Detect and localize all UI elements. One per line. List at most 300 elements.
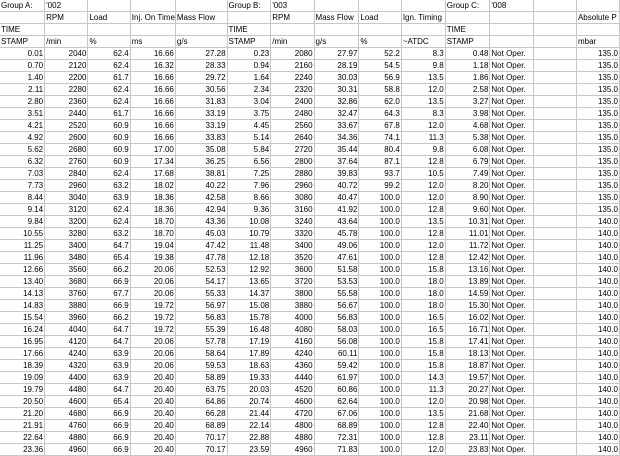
table-cell[interactable]: 3800: [271, 288, 314, 300]
table-cell[interactable]: 56.83: [314, 312, 359, 324]
table-cell[interactable]: 22.14: [227, 420, 271, 432]
table-cell[interactable]: 15.8: [401, 264, 445, 276]
table-cell[interactable]: 10.79: [227, 228, 271, 240]
table-cell[interactable]: 60.9: [88, 156, 130, 168]
table-cell[interactable]: 47.61: [314, 252, 359, 264]
table-cell[interactable]: 3.04: [227, 96, 271, 108]
table-cell[interactable]: Not Oper.: [490, 144, 534, 156]
table-cell[interactable]: 4.92: [0, 132, 45, 144]
table-cell[interactable]: 18.0: [401, 300, 445, 312]
table-cell[interactable]: 21.44: [227, 408, 271, 420]
table-cell[interactable]: 4360: [271, 360, 314, 372]
table-cell[interactable]: [534, 156, 577, 168]
table-cell[interactable]: 2960: [45, 180, 88, 192]
table-cell[interactable]: [534, 372, 577, 384]
table-cell[interactable]: [534, 444, 577, 456]
table-cell[interactable]: 19.38: [130, 252, 175, 264]
table-cell[interactable]: 33.19: [175, 108, 227, 120]
table-cell[interactable]: 67.7: [88, 288, 130, 300]
table-cell[interactable]: 20.40: [130, 432, 175, 444]
table-cell[interactable]: 4960: [45, 444, 88, 456]
header-cell[interactable]: [359, 0, 401, 12]
table-cell[interactable]: 27.28: [175, 48, 227, 60]
table-cell[interactable]: 93.7: [359, 168, 401, 180]
table-cell[interactable]: 10.08: [227, 216, 271, 228]
table-cell[interactable]: 140.0: [576, 360, 619, 372]
table-cell[interactable]: [534, 324, 577, 336]
table-cell[interactable]: 20.40: [130, 384, 175, 396]
table-cell[interactable]: 64.7: [88, 336, 130, 348]
table-cell[interactable]: 12.8: [401, 252, 445, 264]
table-cell[interactable]: 62.0: [359, 96, 401, 108]
table-cell[interactable]: 135.0: [576, 132, 619, 144]
table-cell[interactable]: [534, 192, 577, 204]
table-cell[interactable]: 13.40: [0, 276, 45, 288]
table-cell[interactable]: [534, 264, 577, 276]
table-cell[interactable]: 20.06: [130, 336, 175, 348]
table-cell[interactable]: 42.58: [175, 192, 227, 204]
table-cell[interactable]: 14.83: [0, 300, 45, 312]
table-cell[interactable]: 51.58: [314, 264, 359, 276]
table-cell[interactable]: 10.5: [401, 168, 445, 180]
table-cell[interactable]: 13.5: [401, 408, 445, 420]
table-cell[interactable]: 6.08: [445, 144, 490, 156]
table-cell[interactable]: 4520: [271, 384, 314, 396]
table-cell[interactable]: 64.7: [88, 324, 130, 336]
table-cell[interactable]: 62.64: [314, 396, 359, 408]
table-cell[interactable]: Not Oper.: [490, 372, 534, 384]
table-cell[interactable]: 20.40: [130, 372, 175, 384]
table-cell[interactable]: 3.75: [227, 108, 271, 120]
table-cell[interactable]: 135.0: [576, 204, 619, 216]
table-cell[interactable]: 20.40: [130, 420, 175, 432]
table-cell[interactable]: 65.4: [88, 252, 130, 264]
table-cell[interactable]: 13.16: [445, 264, 490, 276]
table-cell[interactable]: 16.66: [130, 120, 175, 132]
table-cell[interactable]: Not Oper.: [490, 408, 534, 420]
header-cell[interactable]: [175, 0, 227, 12]
table-cell[interactable]: 0.70: [0, 60, 45, 72]
table-cell[interactable]: 67.06: [314, 408, 359, 420]
table-cell[interactable]: 18.87: [445, 360, 490, 372]
header-cell[interactable]: [314, 24, 359, 36]
table-cell[interactable]: 60.9: [88, 144, 130, 156]
table-cell[interactable]: [534, 96, 577, 108]
table-cell[interactable]: Not Oper.: [490, 288, 534, 300]
table-cell[interactable]: 15.30: [445, 300, 490, 312]
table-cell[interactable]: 4800: [271, 420, 314, 432]
table-cell[interactable]: 33.67: [314, 120, 359, 132]
table-cell[interactable]: 8.90: [445, 192, 490, 204]
table-cell[interactable]: 29.72: [175, 72, 227, 84]
table-cell[interactable]: 12.66: [0, 264, 45, 276]
table-cell[interactable]: 3120: [45, 204, 88, 216]
table-cell[interactable]: 100.0: [359, 336, 401, 348]
table-cell[interactable]: 40.72: [314, 180, 359, 192]
table-cell[interactable]: 140.0: [576, 240, 619, 252]
table-cell[interactable]: 21.20: [0, 408, 45, 420]
table-cell[interactable]: 3560: [45, 264, 88, 276]
table-cell[interactable]: 8.20: [445, 180, 490, 192]
table-cell[interactable]: 4400: [45, 372, 88, 384]
table-cell[interactable]: 80.4: [359, 144, 401, 156]
table-cell[interactable]: 18.36: [130, 204, 175, 216]
table-cell[interactable]: 2560: [271, 120, 314, 132]
table-cell[interactable]: 6.79: [445, 156, 490, 168]
table-cell[interactable]: 22.64: [0, 432, 45, 444]
table-cell[interactable]: 4000: [271, 312, 314, 324]
table-cell[interactable]: [534, 120, 577, 132]
table-cell[interactable]: [534, 312, 577, 324]
table-cell[interactable]: 15.78: [227, 312, 271, 324]
table-cell[interactable]: 3.27: [445, 96, 490, 108]
table-cell[interactable]: 64.86: [175, 396, 227, 408]
table-cell[interactable]: [534, 252, 577, 264]
table-cell[interactable]: 20.06: [130, 276, 175, 288]
header-cell[interactable]: STAMP: [227, 36, 271, 48]
table-cell[interactable]: 4.45: [227, 120, 271, 132]
table-cell[interactable]: 45.78: [314, 228, 359, 240]
table-cell[interactable]: 43.64: [314, 216, 359, 228]
table-cell[interactable]: Not Oper.: [490, 120, 534, 132]
table-cell[interactable]: 20.06: [130, 360, 175, 372]
header-cell[interactable]: STAMP: [445, 36, 490, 48]
table-cell[interactable]: 100.0: [359, 396, 401, 408]
table-cell[interactable]: 16.66: [130, 72, 175, 84]
header-cell[interactable]: Group B:: [227, 0, 271, 12]
table-cell[interactable]: 2880: [271, 168, 314, 180]
table-cell[interactable]: [534, 276, 577, 288]
table-cell[interactable]: 2840: [45, 168, 88, 180]
table-cell[interactable]: Not Oper.: [490, 360, 534, 372]
table-cell[interactable]: 5.14: [227, 132, 271, 144]
header-cell[interactable]: [227, 12, 271, 24]
header-cell[interactable]: %: [359, 36, 401, 48]
table-cell[interactable]: 68.89: [175, 420, 227, 432]
table-cell[interactable]: 2960: [271, 180, 314, 192]
table-cell[interactable]: 10.31: [445, 216, 490, 228]
table-cell[interactable]: 20.03: [227, 384, 271, 396]
table-cell[interactable]: 63.75: [175, 384, 227, 396]
table-cell[interactable]: 74.1: [359, 132, 401, 144]
header-cell[interactable]: [130, 24, 175, 36]
table-cell[interactable]: 100.0: [359, 288, 401, 300]
header-cell[interactable]: %: [88, 36, 130, 48]
table-cell[interactable]: 63.9: [88, 360, 130, 372]
table-cell[interactable]: 4760: [45, 420, 88, 432]
header-cell[interactable]: /min: [45, 36, 88, 48]
table-cell[interactable]: 58.8: [359, 84, 401, 96]
table-cell[interactable]: 135.0: [576, 108, 619, 120]
table-cell[interactable]: 2040: [45, 48, 88, 60]
table-cell[interactable]: 4960: [271, 444, 314, 456]
table-cell[interactable]: 66.9: [88, 444, 130, 456]
table-cell[interactable]: 3040: [45, 192, 88, 204]
table-cell[interactable]: 42.94: [175, 204, 227, 216]
table-cell[interactable]: 59.53: [175, 360, 227, 372]
table-cell[interactable]: 11.96: [0, 252, 45, 264]
table-cell[interactable]: 41.92: [314, 204, 359, 216]
table-cell[interactable]: 13.89: [445, 276, 490, 288]
table-cell[interactable]: 2640: [271, 132, 314, 144]
table-cell[interactable]: 17.19: [227, 336, 271, 348]
table-cell[interactable]: 38.81: [175, 168, 227, 180]
header-cell[interactable]: [175, 24, 227, 36]
table-cell[interactable]: 3280: [45, 228, 88, 240]
table-cell[interactable]: 58.03: [314, 324, 359, 336]
table-cell[interactable]: 3600: [271, 264, 314, 276]
table-cell[interactable]: 59.42: [314, 360, 359, 372]
table-cell[interactable]: 6.56: [227, 156, 271, 168]
header-cell[interactable]: [534, 24, 577, 36]
table-cell[interactable]: 18.13: [445, 348, 490, 360]
table-cell[interactable]: 3720: [271, 276, 314, 288]
table-cell[interactable]: 66.2: [88, 312, 130, 324]
table-cell[interactable]: 3480: [45, 252, 88, 264]
table-cell[interactable]: 3.98: [445, 108, 490, 120]
table-cell[interactable]: 40.22: [175, 180, 227, 192]
table-cell[interactable]: 3680: [45, 276, 88, 288]
table-cell[interactable]: 0.01: [0, 48, 45, 60]
table-cell[interactable]: [534, 408, 577, 420]
table-cell[interactable]: 4.68: [445, 120, 490, 132]
table-cell[interactable]: 61.7: [88, 108, 130, 120]
table-cell[interactable]: 16.66: [130, 132, 175, 144]
header-cell[interactable]: RPM: [45, 12, 88, 24]
table-cell[interactable]: 66.9: [88, 408, 130, 420]
header-cell[interactable]: [490, 12, 534, 24]
table-cell[interactable]: Not Oper.: [490, 240, 534, 252]
table-cell[interactable]: [534, 168, 577, 180]
table-cell[interactable]: 68.89: [314, 420, 359, 432]
table-cell[interactable]: Not Oper.: [490, 48, 534, 60]
table-cell[interactable]: 36.25: [175, 156, 227, 168]
table-cell[interactable]: 4240: [45, 348, 88, 360]
header-cell[interactable]: g/s: [314, 36, 359, 48]
table-cell[interactable]: 16.66: [130, 96, 175, 108]
table-cell[interactable]: 15.54: [0, 312, 45, 324]
table-cell[interactable]: 140.0: [576, 324, 619, 336]
table-cell[interactable]: 3.51: [0, 108, 45, 120]
table-cell[interactable]: 135.0: [576, 144, 619, 156]
table-cell[interactable]: 140.0: [576, 384, 619, 396]
table-cell[interactable]: 12.0: [401, 120, 445, 132]
table-cell[interactable]: 15.8: [401, 360, 445, 372]
table-cell[interactable]: 49.06: [314, 240, 359, 252]
table-cell[interactable]: 12.0: [401, 192, 445, 204]
table-cell[interactable]: 8.3: [401, 108, 445, 120]
header-cell[interactable]: Group A:: [0, 0, 45, 12]
table-cell[interactable]: 18.63: [227, 360, 271, 372]
table-cell[interactable]: 17.34: [130, 156, 175, 168]
table-cell[interactable]: 4320: [45, 360, 88, 372]
table-cell[interactable]: 33.83: [175, 132, 227, 144]
table-cell[interactable]: 14.3: [401, 372, 445, 384]
table-cell[interactable]: 9.84: [0, 216, 45, 228]
table-cell[interactable]: 63.2: [88, 228, 130, 240]
table-cell[interactable]: 2080: [271, 48, 314, 60]
table-cell[interactable]: 23.59: [227, 444, 271, 456]
table-cell[interactable]: Not Oper.: [490, 324, 534, 336]
table-cell[interactable]: 1.64: [227, 72, 271, 84]
table-cell[interactable]: 7.96: [227, 180, 271, 192]
table-cell[interactable]: 66.9: [88, 300, 130, 312]
header-cell[interactable]: [576, 24, 619, 36]
table-cell[interactable]: 53.53: [314, 276, 359, 288]
table-cell[interactable]: 100.0: [359, 444, 401, 456]
table-cell[interactable]: 8.44: [0, 192, 45, 204]
table-cell[interactable]: 23.11: [445, 432, 490, 444]
table-cell[interactable]: 12.0: [401, 84, 445, 96]
table-cell[interactable]: 4480: [45, 384, 88, 396]
table-cell[interactable]: 13.5: [401, 96, 445, 108]
table-cell[interactable]: [534, 288, 577, 300]
table-cell[interactable]: [534, 228, 577, 240]
table-cell[interactable]: Not Oper.: [490, 420, 534, 432]
table-cell[interactable]: 12.42: [445, 252, 490, 264]
table-cell[interactable]: 66.9: [88, 276, 130, 288]
table-cell[interactable]: 9.8: [401, 60, 445, 72]
table-cell[interactable]: [534, 180, 577, 192]
table-cell[interactable]: 17.00: [130, 144, 175, 156]
table-cell[interactable]: 140.0: [576, 336, 619, 348]
table-cell[interactable]: 3200: [45, 216, 88, 228]
table-cell[interactable]: 1.18: [445, 60, 490, 72]
table-cell[interactable]: 100.0: [359, 312, 401, 324]
table-cell[interactable]: 60.86: [314, 384, 359, 396]
table-cell[interactable]: 3400: [271, 240, 314, 252]
header-cell[interactable]: Ign. Timing: [401, 12, 445, 24]
table-cell[interactable]: Not Oper.: [490, 336, 534, 348]
table-cell[interactable]: 54.17: [175, 276, 227, 288]
header-cell[interactable]: TIME: [227, 24, 271, 36]
table-cell[interactable]: 16.5: [401, 312, 445, 324]
table-cell[interactable]: 35.08: [175, 144, 227, 156]
table-cell[interactable]: 18.0: [401, 288, 445, 300]
table-cell[interactable]: 140.0: [576, 252, 619, 264]
table-cell[interactable]: 33.19: [175, 120, 227, 132]
table-cell[interactable]: 14.37: [227, 288, 271, 300]
table-cell[interactable]: 64.7: [88, 384, 130, 396]
table-cell[interactable]: Not Oper.: [490, 264, 534, 276]
table-cell[interactable]: Not Oper.: [490, 108, 534, 120]
table-cell[interactable]: [534, 216, 577, 228]
header-cell[interactable]: [534, 12, 577, 24]
header-cell[interactable]: [314, 0, 359, 12]
table-cell[interactable]: 66.28: [175, 408, 227, 420]
table-cell[interactable]: 11.3: [401, 384, 445, 396]
table-cell[interactable]: 56.9: [359, 72, 401, 84]
table-cell[interactable]: 56.97: [175, 300, 227, 312]
table-cell[interactable]: [534, 108, 577, 120]
table-cell[interactable]: 62.4: [88, 168, 130, 180]
table-cell[interactable]: 72.31: [314, 432, 359, 444]
table-cell[interactable]: 70.17: [175, 444, 227, 456]
header-cell[interactable]: Group C:: [445, 0, 490, 12]
header-cell[interactable]: TIME: [0, 24, 45, 36]
table-cell[interactable]: 27.97: [314, 48, 359, 60]
table-cell[interactable]: 100.0: [359, 228, 401, 240]
table-cell[interactable]: Not Oper.: [490, 228, 534, 240]
table-cell[interactable]: 2520: [45, 120, 88, 132]
table-cell[interactable]: 22.88: [227, 432, 271, 444]
table-cell[interactable]: 37.64: [314, 156, 359, 168]
table-cell[interactable]: 32.86: [314, 96, 359, 108]
header-cell[interactable]: [88, 24, 130, 36]
table-cell[interactable]: [534, 384, 577, 396]
table-cell[interactable]: 64.3: [359, 108, 401, 120]
header-cell[interactable]: [401, 0, 445, 12]
table-cell[interactable]: 1.86: [445, 72, 490, 84]
header-cell[interactable]: [45, 24, 88, 36]
table-cell[interactable]: 100.0: [359, 384, 401, 396]
table-cell[interactable]: 11.01: [445, 228, 490, 240]
table-cell[interactable]: 60.9: [88, 132, 130, 144]
table-cell[interactable]: Not Oper.: [490, 180, 534, 192]
table-cell[interactable]: 43.36: [175, 216, 227, 228]
table-cell[interactable]: 63.2: [88, 180, 130, 192]
table-cell[interactable]: Not Oper.: [490, 444, 534, 456]
table-cell[interactable]: 12.8: [401, 204, 445, 216]
table-cell[interactable]: 4680: [45, 408, 88, 420]
table-cell[interactable]: 14.13: [0, 288, 45, 300]
table-cell[interactable]: 2120: [45, 60, 88, 72]
table-cell[interactable]: 30.31: [314, 84, 359, 96]
table-cell[interactable]: 140.0: [576, 300, 619, 312]
table-cell[interactable]: [534, 72, 577, 84]
table-cell[interactable]: 56.08: [314, 336, 359, 348]
table-cell[interactable]: 4240: [271, 348, 314, 360]
table-cell[interactable]: 135.0: [576, 180, 619, 192]
table-cell[interactable]: Not Oper.: [490, 384, 534, 396]
table-cell[interactable]: 140.0: [576, 288, 619, 300]
table-cell[interactable]: 100.0: [359, 240, 401, 252]
table-cell[interactable]: 87.1: [359, 156, 401, 168]
table-cell[interactable]: 2.34: [227, 84, 271, 96]
table-cell[interactable]: 135.0: [576, 156, 619, 168]
table-cell[interactable]: 61.7: [88, 72, 130, 84]
table-cell[interactable]: [534, 396, 577, 408]
table-cell[interactable]: 18.36: [130, 192, 175, 204]
table-cell[interactable]: 100.0: [359, 324, 401, 336]
table-cell[interactable]: 21.68: [445, 408, 490, 420]
table-cell[interactable]: 19.79: [0, 384, 45, 396]
header-cell[interactable]: [534, 0, 577, 12]
table-cell[interactable]: [534, 348, 577, 360]
table-cell[interactable]: 15.08: [227, 300, 271, 312]
table-cell[interactable]: 28.33: [175, 60, 227, 72]
table-cell[interactable]: 9.36: [227, 204, 271, 216]
table-cell[interactable]: 135.0: [576, 168, 619, 180]
table-cell[interactable]: 100.0: [359, 216, 401, 228]
table-cell[interactable]: 100.0: [359, 348, 401, 360]
header-cell[interactable]: [130, 0, 175, 12]
table-cell[interactable]: 20.06: [130, 288, 175, 300]
table-cell[interactable]: 2.80: [0, 96, 45, 108]
table-cell[interactable]: [534, 60, 577, 72]
table-cell[interactable]: 1.40: [0, 72, 45, 84]
table-cell[interactable]: 12.8: [401, 228, 445, 240]
header-cell[interactable]: [401, 24, 445, 36]
table-cell[interactable]: 58.89: [175, 372, 227, 384]
table-cell[interactable]: 9.60: [445, 204, 490, 216]
table-cell[interactable]: 140.0: [576, 264, 619, 276]
table-cell[interactable]: 55.33: [175, 288, 227, 300]
table-cell[interactable]: 100.0: [359, 192, 401, 204]
header-cell[interactable]: '003: [271, 0, 314, 12]
table-cell[interactable]: 3880: [271, 300, 314, 312]
table-cell[interactable]: 57.78: [175, 336, 227, 348]
